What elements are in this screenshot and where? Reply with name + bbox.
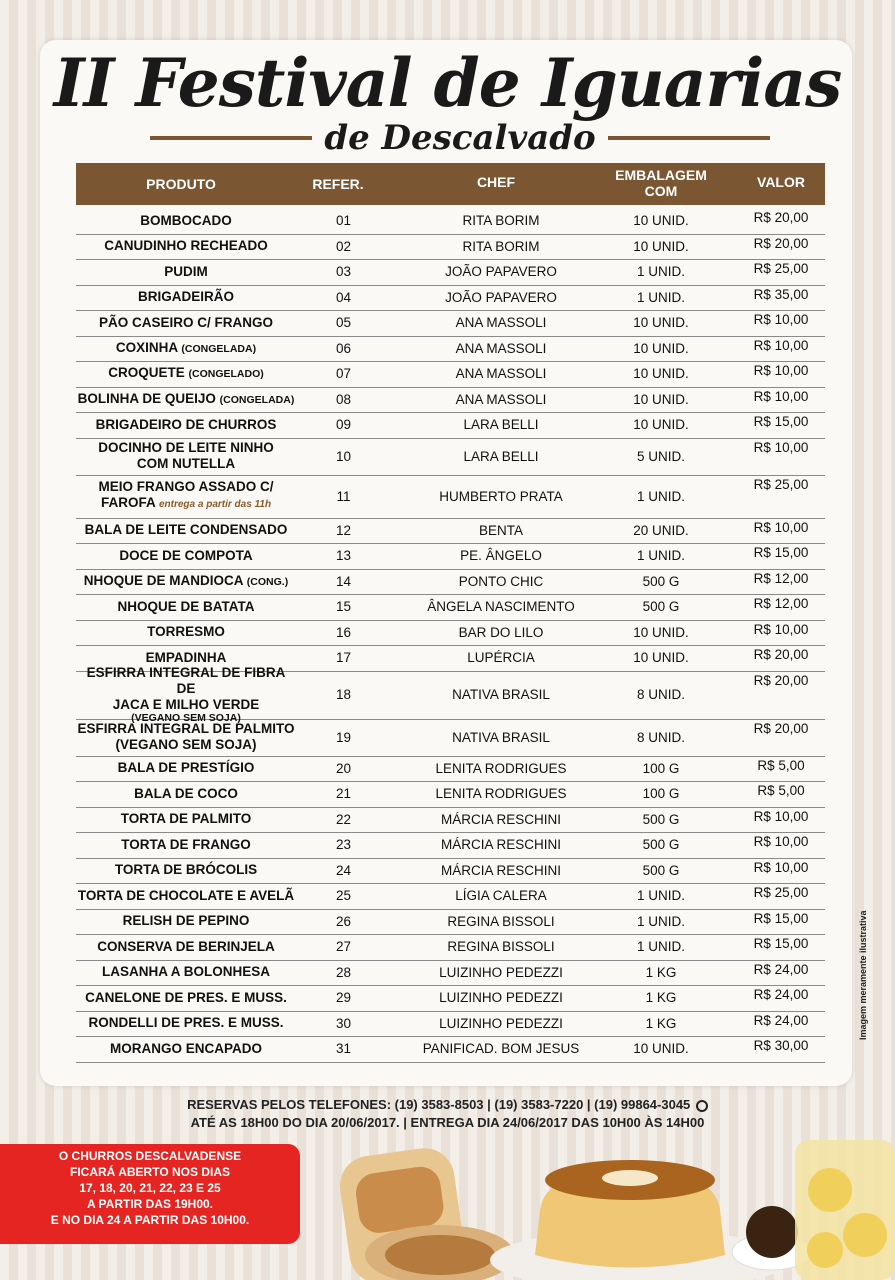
product-name-cell [76, 412, 296, 438]
chef-cell: REGINA BISSOLI [447, 913, 555, 929]
table-row [76, 1011, 825, 1038]
reference-cell: 11 [336, 488, 351, 504]
chef-cell: LENITA RODRIGUES [435, 786, 567, 802]
reference-cell: 19 [335, 729, 352, 745]
table-row [76, 569, 825, 596]
table-row [76, 620, 825, 647]
reference-cell: 15 [335, 599, 352, 615]
table-row [76, 934, 825, 961]
product-name-text: DOCE DE COMPOTA [119, 547, 253, 563]
chef-cell: MÁRCIA RESCHINI [440, 837, 562, 853]
reference-cell: 29 [335, 990, 352, 1006]
reference-cell: 18 [335, 687, 352, 702]
product-name-cell [76, 960, 296, 986]
delivery-note: entrega a partir das 11h [158, 499, 272, 510]
chef-cell: LUIZINHO PEDEZZI [439, 1015, 563, 1031]
page-subtitle: de Descalvado [324, 118, 596, 158]
chef-cell: MÁRCIA RESCHINI [440, 811, 562, 827]
chef-cell: LUPÉRCIA [467, 650, 535, 666]
product-name-text: BALA DE PRESTÍGIO [117, 760, 255, 776]
price-cell: R$ 10,00 [753, 363, 809, 378]
reference-cell: 21 [335, 786, 352, 802]
product-name [115, 862, 257, 878]
product-name-text: EMPADINHA [145, 649, 227, 665]
product-name [78, 888, 294, 904]
product-name-line2-text: FAROFA [100, 495, 156, 510]
packaging-cell: 1 UNID. [636, 939, 685, 955]
price-cell: R$ 10,00 [753, 859, 809, 875]
product-name [121, 837, 251, 853]
product-name-text: COXINHA [115, 339, 178, 355]
table-row [76, 259, 825, 286]
reference-cell: 02 [335, 238, 352, 254]
reservations-line [0, 1097, 895, 1112]
table-row [76, 719, 825, 757]
product-name-text: BRIGADEIRÃO [137, 289, 234, 305]
chef-cell: ANA MASSOLI [455, 391, 547, 407]
product-name-cell [76, 543, 296, 569]
price-cell: R$ 10,00 [753, 834, 809, 849]
product-name [146, 650, 227, 666]
page-title: II Festival de Iguarias [53, 44, 842, 122]
packaging-cell: 500 G [642, 573, 680, 589]
price-cell: R$ 20,00 [753, 210, 809, 225]
product-name-line3: (VEGANO SEM SOJA) [131, 712, 241, 724]
product-name-text: CROQUETE [108, 365, 185, 381]
product-name-text: ESFIRRA INTEGRAL DE FIBRA DE [86, 665, 286, 696]
column-header-refer: REFER. [312, 176, 364, 192]
packaging-cell: 8 UNID. [636, 687, 685, 702]
product-name [119, 548, 252, 564]
product-name-cell [76, 934, 296, 960]
chef-cell: BAR DO LILO [458, 624, 544, 640]
product-name-cell [76, 858, 296, 884]
whatsapp-icon [696, 1100, 708, 1112]
churros-notice-line3: 17, 18, 20, 21, 22, 23 E 25 [79, 1181, 221, 1195]
reference-cell: 28 [335, 964, 352, 980]
illustrative-image-note: Imagem meramente ilustrativa [858, 910, 868, 1040]
table-row [76, 858, 825, 885]
table-row [76, 285, 825, 312]
reference-cell: 17 [335, 650, 352, 666]
churros-notice-line1: O CHURROS DESCALVADENSE [58, 1149, 242, 1163]
product-name-cell [76, 438, 296, 475]
chef-cell: LUIZINHO PEDEZZI [439, 990, 563, 1006]
price-cell: R$ 10,00 [753, 519, 809, 535]
packaging-cell: 500 G [642, 599, 680, 615]
product-name-cell [76, 310, 296, 336]
price-cell: R$ 30,00 [753, 1038, 809, 1053]
column-header-valor: VALOR [757, 174, 805, 190]
column-header-produto: PRODUTO [146, 176, 216, 192]
packaging-cell: 8 UNID. [636, 729, 685, 745]
reference-cell: 05 [335, 315, 352, 331]
product-name-line2 [115, 737, 256, 753]
reference-cell: 14 [335, 573, 352, 589]
price-cell: R$ 24,00 [753, 1012, 809, 1028]
packaging-cell: 500 G [642, 837, 680, 853]
table-row [76, 208, 825, 235]
product-name [88, 1015, 283, 1031]
product-name-text: TORRESMO [147, 624, 225, 640]
reference-cell: 16 [335, 624, 352, 640]
product-name-text: TORTA DE CHOCOLATE E AVELÃ [77, 887, 295, 903]
chef-cell: LÍGIA CALERA [455, 888, 547, 904]
product-name-cell [76, 665, 296, 724]
product-name-text: TORTA DE FRANGO [121, 836, 251, 852]
packaging-cell: 1 UNID. [636, 888, 685, 904]
column-header-embalagem [596, 167, 726, 199]
product-name [108, 365, 264, 382]
column-header-embalagem-line2: COM [644, 183, 678, 199]
product-name [123, 913, 250, 929]
price-cell: R$ 15,00 [753, 414, 809, 429]
product-name-cell [76, 1036, 296, 1062]
packaging-cell: 10 UNID. [633, 650, 689, 666]
reference-cell: 07 [335, 366, 352, 382]
product-name [85, 990, 287, 1006]
product-name-line2-text: (VEGANO SEM SOJA) [115, 737, 257, 752]
table-row [76, 807, 825, 834]
product-name-text: BRIGADEIRO DE CHURROS [95, 416, 277, 432]
product-name-text: PUDIM [164, 263, 208, 279]
chef-cell: HUMBERTO PRATA [439, 488, 563, 504]
column-header-embalagem-line1: EMBALAGEM [615, 167, 707, 183]
product-name [110, 1041, 262, 1057]
table-row [76, 310, 825, 337]
product-name-cell [76, 985, 296, 1011]
table-row [76, 960, 825, 987]
reference-cell: 31 [335, 1041, 352, 1057]
chef-cell: PE. ÂNGELO [460, 548, 542, 564]
chef-cell: NATIVA BRASIL [452, 687, 550, 702]
product-name-cell [76, 336, 296, 362]
price-cell: R$ 12,00 [753, 570, 809, 586]
price-cell: R$ 24,00 [753, 987, 809, 1002]
packaging-cell: 20 UNID. [633, 522, 689, 538]
reference-cell: 08 [335, 391, 352, 407]
product-name-text: NHOQUE DE BATATA [117, 598, 255, 614]
chef-cell: BENTA [478, 522, 523, 538]
reference-cell: 09 [335, 417, 352, 433]
product-name-text: LASANHA A BOLONHESA [102, 964, 270, 980]
reference-cell: 03 [335, 264, 352, 280]
jar-image [795, 1140, 895, 1280]
table-row [76, 387, 825, 414]
price-cell: R$ 20,00 [753, 647, 809, 662]
chef-cell: REGINA BISSOLI [447, 939, 555, 955]
chef-cell: NATIVA BRASIL [452, 729, 550, 745]
reference-cell: 30 [335, 1015, 352, 1031]
product-name-text: NHOQUE DE MANDIOCA [83, 572, 244, 588]
packaging-cell: 10 UNID. [633, 1041, 689, 1057]
product-name-cell [76, 909, 296, 935]
packaging-cell: 1 UNID. [636, 913, 685, 929]
chef-cell: ÂNGELA NASCIMENTO [427, 599, 575, 615]
churros-notice-line4: A PARTIR DAS 19H00. [86, 1197, 214, 1211]
churros-notice-line2: FICARÁ ABERTO NOS DIAS [69, 1165, 230, 1179]
price-cell: R$ 5,00 [757, 783, 805, 798]
price-cell: R$ 15,00 [753, 910, 809, 926]
reference-cell: 13 [335, 548, 352, 564]
reference-cell: 27 [335, 939, 352, 955]
product-name-cell [76, 620, 296, 646]
reference-cell: 25 [335, 888, 352, 904]
packaging-cell: 100 G [642, 760, 680, 776]
product-name-detail: (CONGELADO) [188, 368, 264, 381]
packaging-cell: 10 UNID. [633, 624, 689, 640]
price-cell: R$ 5,00 [757, 757, 805, 773]
table-row [76, 781, 825, 808]
product-name [85, 522, 288, 538]
product-name-text: BALA DE COCO [134, 785, 238, 801]
reference-cell: 23 [335, 837, 352, 853]
product-name [118, 599, 255, 615]
packaging-cell: 1 UNID. [636, 264, 685, 280]
chef-cell: JOÃO PAPAVERO [445, 289, 557, 305]
chef-cell: LENITA RODRIGUES [435, 760, 567, 776]
product-name [78, 391, 295, 408]
product-name [121, 811, 252, 827]
price-cell: R$ 25,00 [753, 476, 809, 492]
food-illustrations [330, 1140, 895, 1280]
product-name-line2 [101, 495, 271, 513]
table-row [76, 336, 825, 363]
product-name [84, 573, 288, 590]
packaging-cell: 1 UNID. [636, 488, 685, 504]
chef-cell: ANA MASSOLI [455, 366, 547, 382]
table-row [76, 234, 825, 261]
table-row [76, 1036, 825, 1063]
product-name-cell [76, 387, 296, 413]
packaging-cell: 10 UNID. [633, 238, 689, 254]
product-name-cell [76, 832, 296, 858]
table-header [76, 163, 825, 205]
price-cell: R$ 12,00 [753, 596, 809, 611]
table-row [76, 543, 825, 570]
packaging-cell: 10 UNID. [633, 315, 689, 331]
product-name-text: BALA DE LEITE CONDENSADO [84, 522, 288, 538]
price-cell: R$ 24,00 [753, 961, 809, 977]
product-name [99, 315, 273, 331]
product-name-line2 [137, 456, 235, 472]
product-name [147, 624, 225, 640]
packaging-cell: 1 UNID. [636, 289, 685, 305]
price-cell: R$ 10,00 [753, 337, 809, 353]
product-name-cell [76, 475, 296, 518]
product-name-text: CANELONE DE PRES. E MUSS. [85, 989, 287, 1005]
product-name-text: MEIO FRANGO ASSADO C/ [98, 479, 274, 494]
chef-cell: LARA BELLI [463, 417, 539, 433]
chef-cell: ANA MASSOLI [455, 340, 547, 356]
product-name [77, 721, 294, 737]
price-cell: R$ 20,00 [753, 235, 809, 251]
product-name-cell [76, 883, 296, 909]
product-name [118, 760, 255, 776]
chef-cell: PONTO CHIC [458, 573, 544, 589]
product-name [76, 665, 296, 697]
packaging-cell: 1 KG [645, 964, 677, 980]
product-name-cell [76, 756, 296, 782]
packaging-cell: 1 KG [645, 990, 677, 1006]
product-name-text: MORANGO ENCAPADO [109, 1040, 262, 1056]
reference-cell: 10 [335, 448, 352, 464]
product-name-text: RONDELLI DE PRES. E MUSS. [88, 1015, 284, 1031]
divider-left [150, 136, 312, 140]
price-cell: R$ 25,00 [753, 885, 809, 900]
reference-cell: 22 [335, 811, 352, 827]
product-name-cell [76, 569, 296, 595]
product-name-text: BOMBOCADO [140, 212, 232, 228]
column-header-chef: CHEF [476, 174, 516, 190]
chef-cell: RITA BORIM [462, 238, 540, 254]
reference-cell: 06 [335, 340, 352, 356]
chef-cell: RITA BORIM [462, 213, 540, 229]
product-name-text: TORTA DE BRÓCOLIS [114, 862, 258, 878]
price-cell: R$ 10,00 [753, 388, 809, 404]
product-name-cell [76, 807, 296, 833]
product-name-line2-text: COM NUTELLA [136, 456, 236, 471]
chef-cell: ANA MASSOLI [455, 315, 547, 331]
table-row [76, 412, 825, 439]
product-name-line2 [113, 697, 260, 713]
chef-cell: PANIFICAD. BOM JESUS [422, 1041, 580, 1057]
price-cell: R$ 20,00 [753, 672, 809, 688]
churros-notice [0, 1144, 300, 1244]
product-name-cell [76, 285, 296, 311]
product-name [98, 440, 274, 456]
price-cell: R$ 10,00 [753, 312, 809, 327]
chef-cell: LARA BELLI [463, 448, 539, 464]
product-name-text: CANUDINHO RECHEADO [104, 238, 268, 254]
packaging-cell: 10 UNID. [633, 366, 689, 382]
price-cell: R$ 15,00 [753, 936, 809, 951]
table-row [76, 594, 825, 621]
divider-right [608, 136, 770, 140]
packaging-cell: 10 UNID. [633, 213, 689, 229]
product-name-cell [76, 719, 296, 756]
pastry-image [336, 1144, 515, 1280]
product-name-cell [76, 361, 296, 387]
churros-notice-line5: E NO DIA 24 A PARTIR DAS 10H00. [50, 1213, 250, 1227]
product-name-line2-text: JACA E MILHO VERDE [112, 697, 260, 712]
table-row [76, 985, 825, 1012]
price-cell: R$ 10,00 [753, 808, 809, 824]
product-name [116, 340, 256, 357]
product-name-text: RELISH DE PEPINO [122, 913, 250, 929]
product-name-detail: (CONG.) [246, 575, 289, 588]
packaging-cell: 1 KG [645, 1015, 677, 1031]
price-cell: R$ 10,00 [753, 439, 809, 455]
product-name [134, 786, 238, 802]
product-name [98, 479, 273, 495]
product-name-cell [76, 518, 296, 544]
chef-cell: MÁRCIA RESCHINI [440, 862, 562, 878]
product-name [138, 289, 234, 305]
product-name-text: DOCINHO DE LEITE NINHO [98, 440, 274, 455]
product-name [102, 964, 270, 980]
reference-cell: 20 [335, 760, 352, 776]
reference-cell: 12 [335, 522, 352, 538]
packaging-cell: 500 G [642, 811, 680, 827]
table-row [76, 665, 825, 724]
product-name-cell [76, 234, 296, 260]
price-cell: R$ 10,00 [753, 621, 809, 637]
product-name-cell [76, 781, 296, 807]
table-row [76, 361, 825, 388]
reference-cell: 01 [335, 213, 352, 229]
product-name [104, 238, 268, 254]
table-row [76, 756, 825, 783]
product-name-text: PÃO CASEIRO C/ FRANGO [98, 314, 273, 330]
subtitle-row [150, 118, 770, 158]
price-cell: R$ 15,00 [753, 545, 809, 560]
table-row [76, 518, 825, 545]
table-row [76, 883, 825, 910]
packaging-cell: 500 G [642, 862, 680, 878]
price-cell: R$ 35,00 [753, 286, 809, 302]
packaging-cell: 10 UNID. [633, 417, 689, 433]
product-name [97, 939, 275, 955]
table-row [76, 909, 825, 936]
product-name-text: TORTA DE PALMITO [120, 811, 252, 827]
product-name-text: CONSERVA DE BERINJELA [97, 938, 275, 954]
chef-cell: LUIZINHO PEDEZZI [439, 964, 563, 980]
product-name-detail: (CONGELADA) [219, 393, 295, 406]
reservations-text: RESERVAS PELOS TELEFONES: (19) 3583-8503 | (19) 3583-7220 | (19) 99864-3045 [187, 1097, 691, 1112]
price-cell: R$ 20,00 [753, 720, 809, 736]
packaging-cell: 100 G [642, 786, 680, 802]
reference-cell: 26 [335, 913, 352, 929]
reference-cell: 04 [335, 289, 352, 305]
product-name [140, 213, 232, 229]
packaging-cell: 10 UNID. [633, 391, 689, 407]
packaging-cell: 5 UNID. [636, 448, 685, 464]
packaging-cell: 1 UNID. [636, 548, 685, 564]
product-name [164, 264, 208, 280]
product-name-cell [76, 1011, 296, 1037]
packaging-cell: 10 UNID. [633, 340, 689, 356]
table-row [76, 438, 825, 476]
price-cell: R$ 25,00 [753, 261, 809, 276]
product-name-cell [76, 594, 296, 620]
product-name-text: BOLINHA DE QUEIJO [77, 390, 216, 406]
product-name-text: ESFIRRA INTEGRAL DE PALMITO [77, 721, 295, 736]
product-name-detail: (CONGELADA) [181, 342, 257, 355]
product-name [96, 417, 277, 433]
table-row [76, 832, 825, 859]
chef-cell: JOÃO PAPAVERO [445, 264, 557, 280]
reference-cell: 24 [335, 862, 352, 878]
table-row [76, 475, 825, 519]
deadline-text: ATÉ AS 18H00 DO DIA 20/06/2017. | ENTREGA DIA 24/06/2017 DAS 10H00 ÀS 14H00 [190, 1115, 705, 1130]
product-name-cell [76, 208, 296, 234]
product-name-cell [76, 259, 296, 285]
